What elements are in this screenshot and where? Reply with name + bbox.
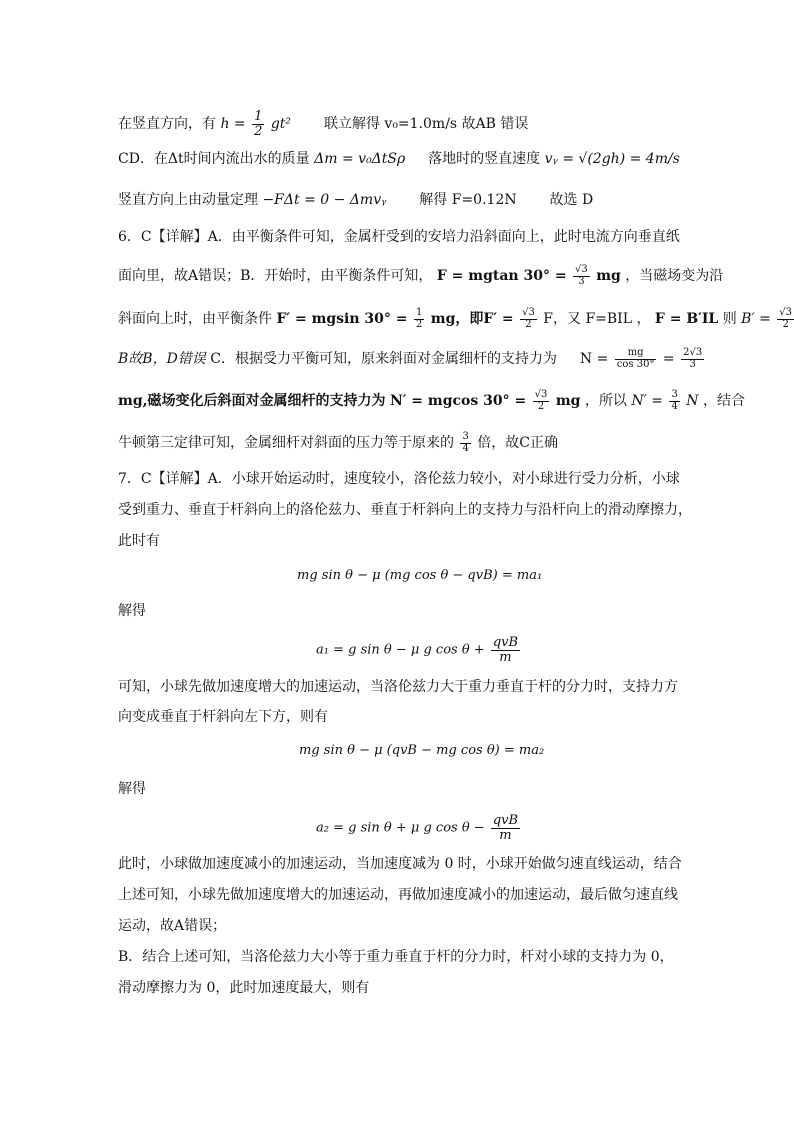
p7-line-3: 此时有	[118, 533, 160, 549]
fraction-numerator: √3	[534, 389, 548, 400]
text: F，又 F=BIL ，	[543, 311, 651, 327]
equation: Δm = v₀ΔtSρ	[314, 151, 406, 167]
fraction-denominator: m	[499, 827, 512, 843]
p6-line-2	[118, 265, 723, 287]
p6-line-1: 6．C【详解】A．由平衡条件可知，金属杆受到的安培力沿斜面向上，此时电流方向垂直纸	[118, 229, 680, 245]
fraction-numerator: √3	[575, 264, 588, 275]
equation: N =	[579, 351, 609, 367]
value: v₀=1.0m/s	[384, 116, 458, 133]
p7-line-6: 此时，小球做加速度减小的加速运动，当加速度减为 0 时，小球开始做匀速直线运动，结合	[118, 856, 682, 872]
fraction-denominator: 2	[254, 123, 263, 139]
fraction	[669, 390, 679, 412]
fraction	[681, 348, 704, 370]
equation: −FΔt = 0 − Δmvᵧ	[262, 192, 387, 208]
fraction-numerator: qvB	[492, 813, 519, 828]
cd-line	[118, 152, 680, 166]
equation-lhs: a₁ = g sin θ − μ g cos θ +	[316, 642, 485, 658]
equation: mg	[555, 393, 581, 409]
equation: B′ =	[741, 311, 771, 327]
p6-line-4	[118, 348, 706, 370]
fraction-denominator: 3	[689, 358, 696, 370]
text: C．根据受力平衡可知，原来斜面对金属细杆的支持力为	[210, 351, 557, 367]
text: 面向里，故A错误；B．开始时，由平衡条件可知，	[118, 268, 433, 284]
equation: =	[662, 351, 675, 367]
fraction-numerator: qvB	[492, 635, 519, 650]
value: F=0.12N	[451, 192, 517, 208]
text: 故选 D	[549, 192, 594, 208]
fraction	[777, 308, 794, 330]
p6-line-3	[118, 308, 794, 330]
p7-line-5: 向变成垂直于杆斜向左下方，则有	[118, 709, 328, 725]
equation: F′ = mgsin 30° =	[276, 311, 408, 327]
equation: mg，即F′ =	[430, 311, 514, 327]
fraction-numerator: √3	[779, 307, 793, 318]
solve-label-2: 解得	[118, 781, 146, 797]
equation-4	[316, 814, 522, 842]
p6-line-5	[118, 390, 745, 412]
fraction-denominator: 2	[415, 318, 423, 330]
fraction-denominator: 2	[537, 400, 545, 412]
fraction-denominator: 2	[525, 318, 532, 330]
p7-line-10: 滑动摩擦力为 0，此时加速度最大，则有	[118, 980, 370, 996]
fraction-numerator: 3	[462, 431, 469, 442]
text: ，结合	[702, 393, 745, 409]
text: 故AB 错误	[461, 116, 529, 133]
text: 则	[722, 311, 737, 327]
solve-label-1: 解得	[118, 603, 146, 619]
fraction-denominator: 4	[671, 400, 678, 412]
equation: gt²	[270, 116, 292, 133]
fraction	[252, 110, 264, 138]
fraction	[520, 308, 537, 330]
text: 落地时的竖直速度	[428, 151, 541, 167]
text: 在竖直方向，有	[118, 116, 216, 133]
text: 联立解得	[323, 116, 380, 133]
text: 斜面向上时，由平衡条件	[118, 311, 272, 327]
fraction-numerator: 3	[671, 389, 678, 400]
equation: h =	[220, 116, 246, 133]
text: 竖直方向上由动量定理	[118, 192, 258, 208]
text: 牛顿第三定律可知，金属细杆对斜面的压力等于原来的	[118, 435, 454, 451]
text: 解得	[419, 192, 448, 208]
p7-line-7: 上述可知，小球先做加速度增大的加速运动，再做加速度减小的加速运动，最后做匀速直线	[118, 887, 678, 903]
text: CD．在Δt时间内流出水的质量	[118, 151, 310, 167]
fraction-numerator: mg	[615, 348, 657, 360]
text: 倍，故C正确	[477, 435, 558, 451]
equation: F = mgtan 30° =	[436, 268, 567, 284]
fraction-numerator: 1	[254, 109, 263, 124]
p7-line-1: 7．C【详解】A．小球开始运动时，速度较小，洛伦兹力较小，对小球进行受力分析，小球	[118, 471, 680, 487]
fraction	[491, 814, 520, 842]
equation: F = B′IL	[654, 311, 719, 327]
text: ，所以	[584, 393, 627, 409]
p7-line-2: 受到重力、垂直于杆斜向上的洛伦兹力、垂直于杆斜向上的支持力与沿杆向上的滑动摩擦力，	[118, 502, 692, 518]
text: mg,磁场变化后斜面对金属细杆的支持力为	[118, 393, 386, 409]
p7-line-8: 运动，故A错误；	[118, 918, 227, 934]
p7-line-4: 可知，小球先做加速度增大的加速运动，当洛伦兹力大于重力垂直于杆的分力时，支持力方	[118, 679, 678, 695]
fraction-denominator: 4	[462, 442, 469, 454]
equation-2	[316, 636, 522, 664]
equation-lhs: a₂ = g sin θ + μ g cos θ −	[316, 820, 485, 836]
equation: mg	[596, 268, 621, 284]
fraction	[491, 636, 520, 664]
text: ，当磁场变为沿	[625, 268, 724, 284]
equation: N′ =	[631, 393, 663, 409]
fraction-numerator: √3	[522, 307, 535, 318]
fraction	[414, 308, 424, 330]
equation: N′ = mgcos 30° =	[389, 393, 527, 409]
text: B故B，D错误	[118, 351, 206, 367]
momentum-line	[118, 193, 593, 207]
p7-line-9: B．结合上述可知，当洛伦兹力大小等于重力垂直于杆的分力时，杆对小球的支持力为 0，	[118, 949, 674, 965]
fraction	[573, 265, 590, 287]
equation-1: mg sin θ − μ (mg cos θ − qvB) = ma₁	[297, 568, 543, 583]
fraction	[533, 390, 550, 412]
fraction-denominator: m	[499, 649, 512, 665]
equation: N	[686, 393, 699, 409]
p6-line-6	[118, 432, 558, 454]
vertical-direction-line	[118, 110, 528, 138]
fraction-denominator: 3	[578, 275, 585, 287]
fraction-denominator: 2	[782, 318, 789, 330]
fraction	[615, 348, 657, 370]
equation-3: mg sin θ − μ (qvB − mg cos θ) = ma₂	[299, 743, 545, 758]
fraction-denominator: cos 30°	[616, 358, 655, 370]
fraction-numerator: 2√3	[683, 347, 703, 358]
fraction-numerator: 1	[415, 307, 423, 318]
equation: vᵧ = √(2gh) = 4m/s	[544, 151, 680, 167]
fraction	[460, 432, 470, 454]
